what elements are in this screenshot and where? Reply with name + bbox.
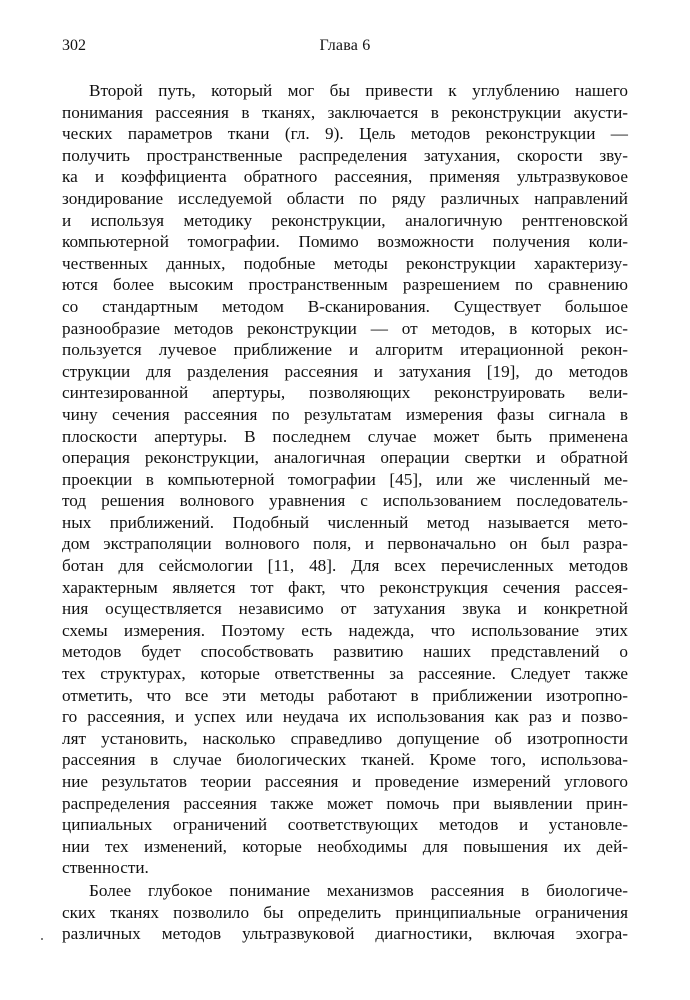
text-line: чину сечения рассеяния по результатам измерения фазы сигнала в	[62, 404, 628, 424]
text-line: методов будет способствовать развитию наших представлений о	[62, 642, 628, 662]
text-line: понимания рассеяния в тканях, заключается в реконструкции акусти-	[62, 102, 628, 122]
text-line: тод решения волнового уравнения с использованием последователь-	[62, 491, 628, 511]
text-line: ния осуществляется независимо от затухания звука и конкретной	[62, 599, 628, 619]
body-text	[62, 80, 628, 945]
text-line: Более глубокое понимание механизмов рассеяния в биологиче-	[89, 880, 628, 900]
text-line: разнообразие методов реконструкции — от методов, в которых ис-	[62, 318, 628, 338]
text-line: распределения рассеяния также может помочь при выявлении прин-	[62, 793, 628, 813]
text-line: со стандартным методом В-сканирования. Существует большое	[62, 296, 628, 316]
text-line: тех структурах, которые ответственны за рассеяние. Следует также	[62, 664, 628, 684]
scan-speck	[41, 938, 43, 940]
text-line: го рассеяния, и успех или неудача их использования как раз и позво-	[62, 707, 628, 727]
page-number: 302	[62, 37, 86, 54]
running-head: Глава 6	[319, 37, 371, 54]
text-line: получить пространственные распределения затухания, скорости зву-	[62, 145, 628, 165]
text-line: ческих параметров ткани (гл. 9). Цель методов реконструкции —	[62, 124, 628, 144]
text-line: компьютерной томографии. Помимо возможности получения коли-	[62, 232, 628, 252]
text-line: операция реконструкции, аналогичная операции свертки и обратной	[62, 448, 628, 468]
text-line: схемы измерения. Поэтому есть надежда, что использование этих	[62, 620, 628, 640]
text-line: дом экстраполяции волнового поля, и первоначально он был разра-	[62, 534, 628, 554]
text-line: ственности.	[62, 858, 149, 878]
text-line: ются более высоким пространственным разрешением по сравнению	[62, 275, 628, 295]
text-line: отметить, что все эти методы работают в приближении изотропно-	[62, 685, 628, 705]
text-line: ние результатов теории рассеяния и проведение измерений углового	[62, 772, 628, 791]
text-line: плоскости апертуры. В последнем случае может быть применена	[62, 426, 628, 446]
text-line: характерным является тот факт, что реконструкция сечения рассея-	[62, 577, 628, 597]
text-line: чественных данных, подобные методы реконструкции характеризу-	[62, 253, 628, 273]
text-line: зондирование исследуемой области по ряду различных направлений	[62, 188, 628, 208]
text-line: ных приближений. Подобный численный метод называется мето-	[62, 512, 628, 532]
text-line: рассеяния в случае биологических тканей. Кроме того, использова-	[62, 750, 628, 770]
text-line: ских тканях позволило бы определить принципиальные ограничения	[62, 902, 628, 922]
text-line: ка и коэффициента обратного рассеяния, применяя ультразвуковое	[62, 167, 628, 187]
paragraph-1	[62, 80, 628, 879]
text-line: пользуется лучевое приближение и алгоритм итерационной рекон-	[62, 340, 628, 360]
text-line: различных методов ультразвуковой диагностики, включая эхогра-	[62, 924, 628, 944]
text-line: лят установить, насколько справедливо допущение об изотропности	[62, 728, 628, 748]
text-line: струкции для разделения рассеяния и затухания [19], до методов	[62, 361, 628, 381]
paragraph-2	[62, 880, 628, 945]
text-line: Второй путь, который мог бы привести к углублению нашего	[89, 81, 628, 100]
text-line: проекции в компьютерной томографии [45], или же численный ме-	[62, 469, 628, 489]
text-line: и используя методику реконструкции, аналогичную рентгеновской	[62, 210, 628, 230]
text-line: ципиальных ограничений соответствующих методов и установле-	[62, 815, 628, 835]
text-line: ботан для сейсмологии [11, 48]. Для всех перечисленных методов	[62, 556, 628, 576]
text-line: нии тех изменений, которые необходимы для повышения их дей-	[62, 836, 628, 856]
text-line: синтезированной апертуры, позволяющих реконструировать вели-	[62, 383, 628, 403]
